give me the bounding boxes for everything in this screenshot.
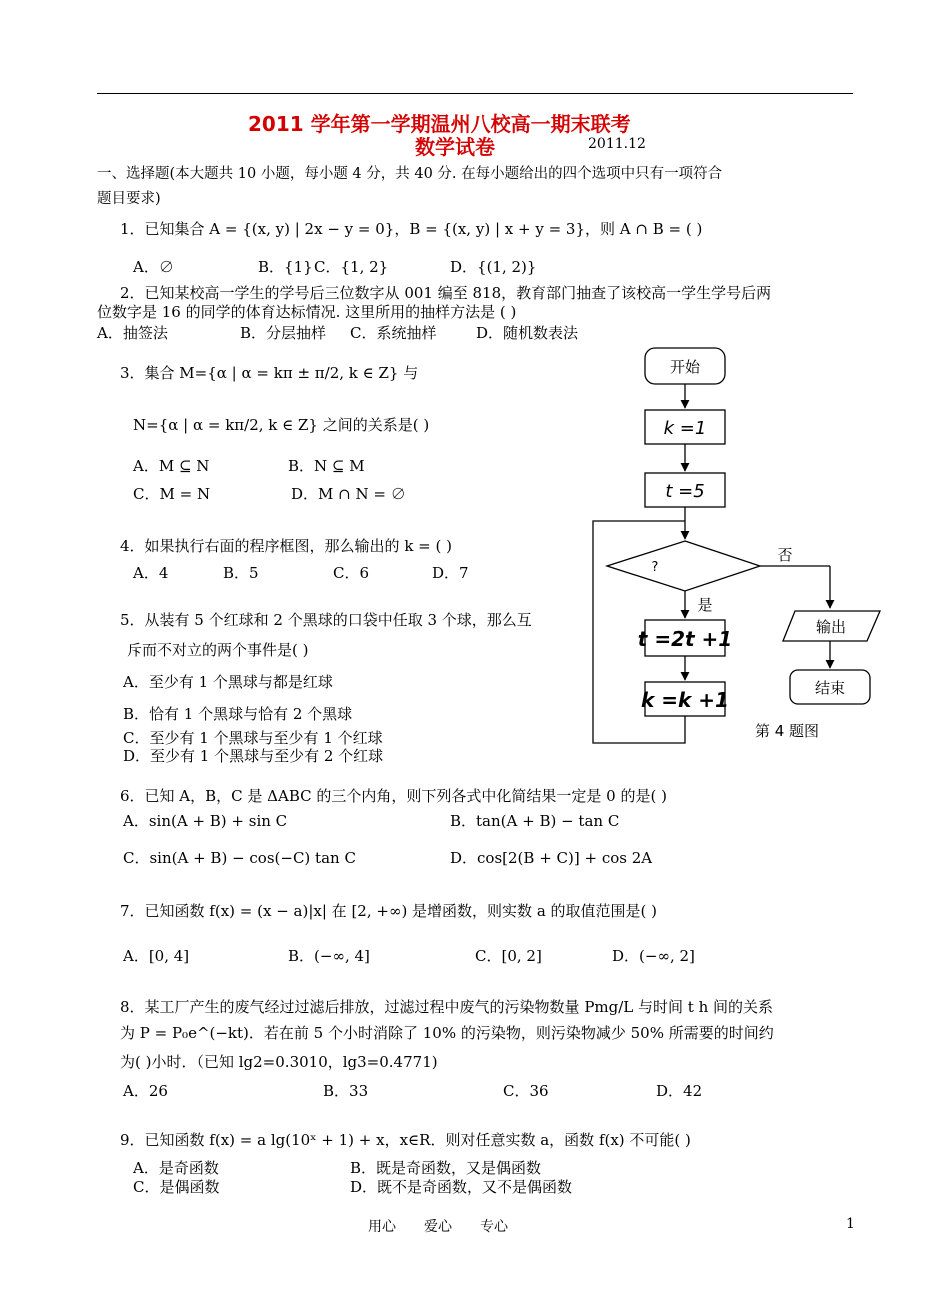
- start-label: 开始: [669, 358, 701, 376]
- q3-option-d: D．M ∩ N = ∅: [291, 485, 406, 503]
- t-update-label: t =2t +1: [637, 627, 733, 651]
- question-7: 7．已知函数 f(x) = (x − a)|x| 在 [2, +∞) 是增函数，则实数 a 的取值范围是( ): [120, 902, 658, 920]
- exam-date: 2011.12: [588, 136, 646, 152]
- question-2-line1: 2．已知某校高一学生的学号后三位数字从 001 编至 818，教育部门抽查了该校高一学生学号后两: [120, 284, 772, 302]
- footer-motto: 用心 爱心 专心: [368, 1219, 508, 1235]
- t-init-label: t =5: [665, 481, 705, 502]
- question-5-line1: 5．从装有 5 个红球和 2 个黑球的口袋中任取 3 个球，那么互: [120, 611, 532, 629]
- q8-option-c: C．36: [503, 1082, 549, 1100]
- q5-option-a: A．至少有 1 个黑球与都是红球: [123, 673, 333, 691]
- no-label: 否: [777, 546, 793, 564]
- q9-option-c: C．是偶函数: [133, 1178, 220, 1196]
- k-update-label: k =k +1: [641, 688, 729, 712]
- q6-option-d: D．cos[2(B + C)] + cos 2A: [450, 849, 653, 867]
- question-8-line2: 为 P = P₀e^(−kt)．若在前 5 个小时消除了 10% 的污染物，则污染物减少 50% 所需要的时间约: [120, 1024, 774, 1042]
- condition-label: ?: [651, 560, 659, 575]
- q8-option-b: B．33: [323, 1082, 369, 1100]
- q4-option-a: A．4: [133, 564, 169, 582]
- q4-option-d: D．7: [432, 564, 469, 582]
- question-8-line1: 8．某工厂产生的废气经过过滤后排放，过滤过程中废气的污染物数量 Pmg/L 与时间 t h 间的关系: [120, 998, 774, 1016]
- exam-title: 2011 学年第一学期温州八校高一期末联考: [248, 112, 631, 136]
- output-label: 输出: [815, 618, 847, 636]
- q5-option-b: B．恰有 1 个黑球与恰有 2 个黑球: [123, 705, 353, 723]
- question-2-line2: 位数字是 16 的同学的体育达标情况. 这里所用的抽样方法是 ( ): [97, 303, 517, 321]
- yes-label: 是: [697, 596, 713, 614]
- q6-option-c: C．sin(A + B) − cos(−C) tan C: [123, 849, 356, 867]
- q3-option-c: C．M = N: [133, 485, 211, 503]
- question-3-line2: N={α | α = kπ/2, k ∈ Z} 之间的关系是( ): [133, 416, 430, 434]
- flowchart: [585, 340, 885, 760]
- question-6: 6．已知 A，B，C 是 ΔABC 的三个内角，则下列各式中化简结果一定是 0 的是( ): [120, 787, 667, 805]
- q2-option-a: A．抽签法: [97, 324, 168, 342]
- q1-option-a: A．∅: [133, 258, 174, 276]
- question-8-line3: 为( )小时．（已知 lg2=0.3010，lg3=0.4771): [120, 1053, 438, 1071]
- page-number: 1: [846, 1216, 855, 1232]
- q3-option-a: A．M ⊆ N: [133, 457, 210, 475]
- q2-option-b: B．分层抽样: [240, 324, 327, 342]
- question-9: 9．已知函数 f(x) = a lg(10ˣ + 1) + x，x∈R．则对任意实数 a，函数 f(x) 不可能( ): [120, 1131, 691, 1149]
- q8-option-a: A．26: [123, 1082, 168, 1100]
- q2-option-c: C．系统抽样: [350, 324, 437, 342]
- top-rule: [97, 93, 853, 94]
- question-3-line1: 3．集合 M={α | α = kπ ± π/2, k ∈ Z} 与: [120, 364, 419, 382]
- q7-option-d: D．(−∞, 2]: [612, 947, 695, 965]
- q7-option-a: A．[0, 4]: [123, 947, 190, 965]
- condition-node: [607, 541, 760, 591]
- q1-option-b: B．{1}: [258, 258, 313, 276]
- end-label: 结束: [814, 679, 846, 697]
- q3-option-b: B．N ⊆ M: [288, 457, 365, 475]
- q6-option-a: A．sin(A + B) + sin C: [123, 812, 288, 830]
- q4-option-b: B．5: [223, 564, 259, 582]
- q9-option-b: B．既是奇函数，又是偶函数: [350, 1159, 542, 1177]
- section-heading-cont: 题目要求): [97, 191, 161, 207]
- q8-option-d: D．42: [656, 1082, 703, 1100]
- k-init-label: k =1: [663, 418, 707, 439]
- question-4: 4．如果执行右面的程序框图，那么输出的 k = ( ): [120, 537, 452, 555]
- question-5-line2: 斥而不对立的两个事件是( ): [127, 641, 309, 659]
- q7-option-c: C．[0, 2]: [475, 947, 542, 965]
- q9-option-d: D．既不是奇函数，又不是偶函数: [350, 1178, 573, 1196]
- question-1: 1．已知集合 A = {(x, y) | 2x − y = 0}，B = {(x, y) | x + y = 3}，则 A ∩ B = ( ): [120, 220, 703, 238]
- q1-option-c: C．{1, 2}: [314, 258, 389, 276]
- q1-option-d: D．{(1, 2)}: [450, 258, 537, 276]
- flowchart-caption: 第 4 题图: [754, 722, 820, 740]
- q5-option-c: C．至少有 1 个黑球与至少有 1 个红球: [123, 729, 383, 747]
- q7-option-b: B．(−∞, 4]: [288, 947, 370, 965]
- q6-option-b: B．tan(A + B) − tan C: [450, 812, 620, 830]
- section-heading: 一、选择题(本大题共 10 小题，每小题 4 分，共 40 分. 在每小题给出的四个选项中只有一项符合: [97, 166, 723, 182]
- q5-option-d: D．至少有 1 个黑球与至少有 2 个红球: [123, 747, 384, 765]
- q2-option-d: D．随机数表法: [476, 324, 579, 342]
- q4-option-c: C．6: [333, 564, 370, 582]
- q9-option-a: A．是奇函数: [133, 1159, 219, 1177]
- exam-subtitle: 数学试卷: [415, 135, 495, 159]
